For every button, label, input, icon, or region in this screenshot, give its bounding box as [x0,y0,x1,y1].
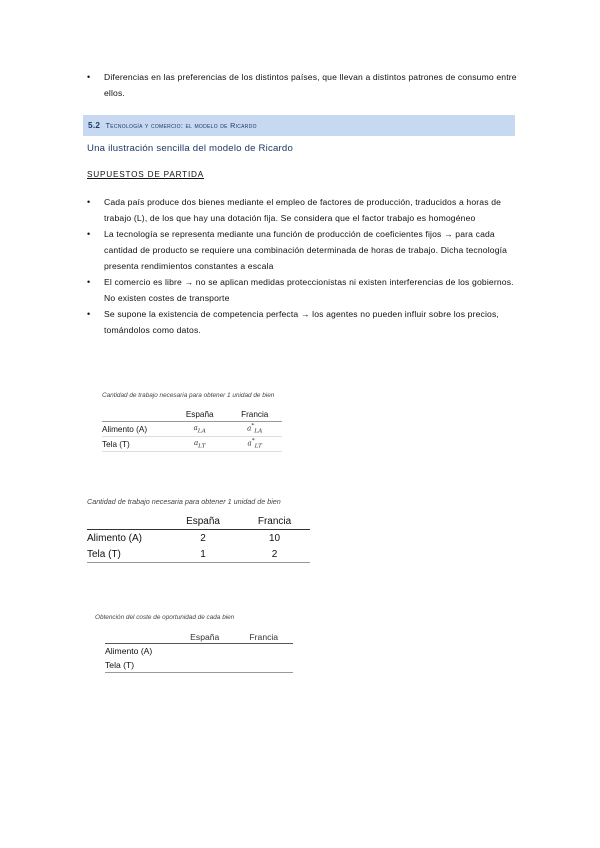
assumptions-heading: SUPUESTOS DE PARTIDA [87,170,205,179]
superscript: * [251,438,255,445]
spain-value [175,644,235,659]
section-title: Tecnología y comercio: el modelo de Ricardo [105,121,257,130]
spain-value: 1 [167,546,239,563]
subscript: LA [197,428,206,435]
france-value: 10 [268,532,281,544]
table-row [87,530,310,547]
row-label: Tela (T) [105,658,175,673]
table-header-cell: Francia [239,513,310,530]
assumption-item: • El comercio es libre → no se aplican medidas proteccionistas ni existen interferencias de los gobiernos. No existen costes de transporte [87,274,517,306]
table-row [87,546,310,563]
row-label: Alimento (A) [105,646,153,656]
spain-value [175,658,235,673]
table-header-cell: España [175,630,235,644]
coefficient-cell: $a^*_{LA}$ [227,422,282,437]
coefficient-cell: $a^*_{LT}$ [227,437,282,452]
assumptions-bullet-list [87,194,517,338]
assumption-item: • La tecnología se representa mediante una función de producción de coeficientes fijos → para cada cantidad de producto se requiere una combinación determinada de horas de trabajo. Dicha tecnología presenta rendimientos constantes a escala [87,226,517,274]
table3-caption: Obtención del coste de oportunidad de cada bien [95,614,235,621]
france-value [235,658,294,673]
section-number: 5.2 [88,121,101,130]
assumption-item: • Cada país produce dos bienes mediante el empleo de factores de producción, traducidos a horas de trabajo (L), de los que hay una dotación fija. Se considera que el factor trabajo es homogéneo [87,194,517,226]
france-value: 2 [239,546,310,563]
table-header-cell: Francia [235,630,294,644]
subscript: LT [198,443,206,450]
table-header-cell [105,630,175,644]
france-value [235,644,294,659]
row-label: Alimento (A) [102,422,172,437]
row-label: Tela (T) [102,437,172,452]
subscript: LT [254,443,262,450]
spain-value: 2 [200,532,206,544]
assumption-item: • Se supone la existencia de competencia perfecta → los agentes no pueden influir sobre los precios, tomándolos como datos. [87,306,517,338]
table1-caption: Cantidad de trabajo necesaria para obtener 1 unidad de bien [102,392,275,399]
opportunity-cost-table [105,630,293,673]
labor-requirements-values-table [87,513,310,563]
row-label: Tela (T) [87,546,167,563]
section-header-bar [83,115,515,136]
table-header-cell: Francia [227,407,282,422]
table-header-cell [87,513,167,530]
superscript: * [251,423,255,430]
table2-caption: Cantidad de trabajo necesaria para obtener 1 unidad de bien [87,497,281,506]
table-row [102,422,282,437]
section-subtitle: Una ilustración sencilla del modelo de Ricardo [87,143,293,154]
table-header-row [87,513,310,530]
intro-bullet-list [87,69,527,101]
intro-bullet-item: • Diferencias en las preferencias de los distintos países, que llevan a distintos patrones de consumo entre ellos. [87,69,527,101]
coefficient-cell: $a_{LT}$ [172,437,227,452]
table-header-row [102,407,282,422]
table-header-row [105,630,293,644]
subscript: LA [254,428,263,435]
table-header-cell: España [172,407,227,422]
table-row [102,437,282,452]
table-row [105,658,293,673]
row-label: Alimento (A) [87,532,143,544]
coefficient-cell: $a_{LA}$ [172,422,227,437]
labor-requirements-symbolic-table [102,407,282,452]
table-header-cell: España [167,513,239,530]
table-row [105,644,293,659]
table-header-cell [102,407,172,422]
